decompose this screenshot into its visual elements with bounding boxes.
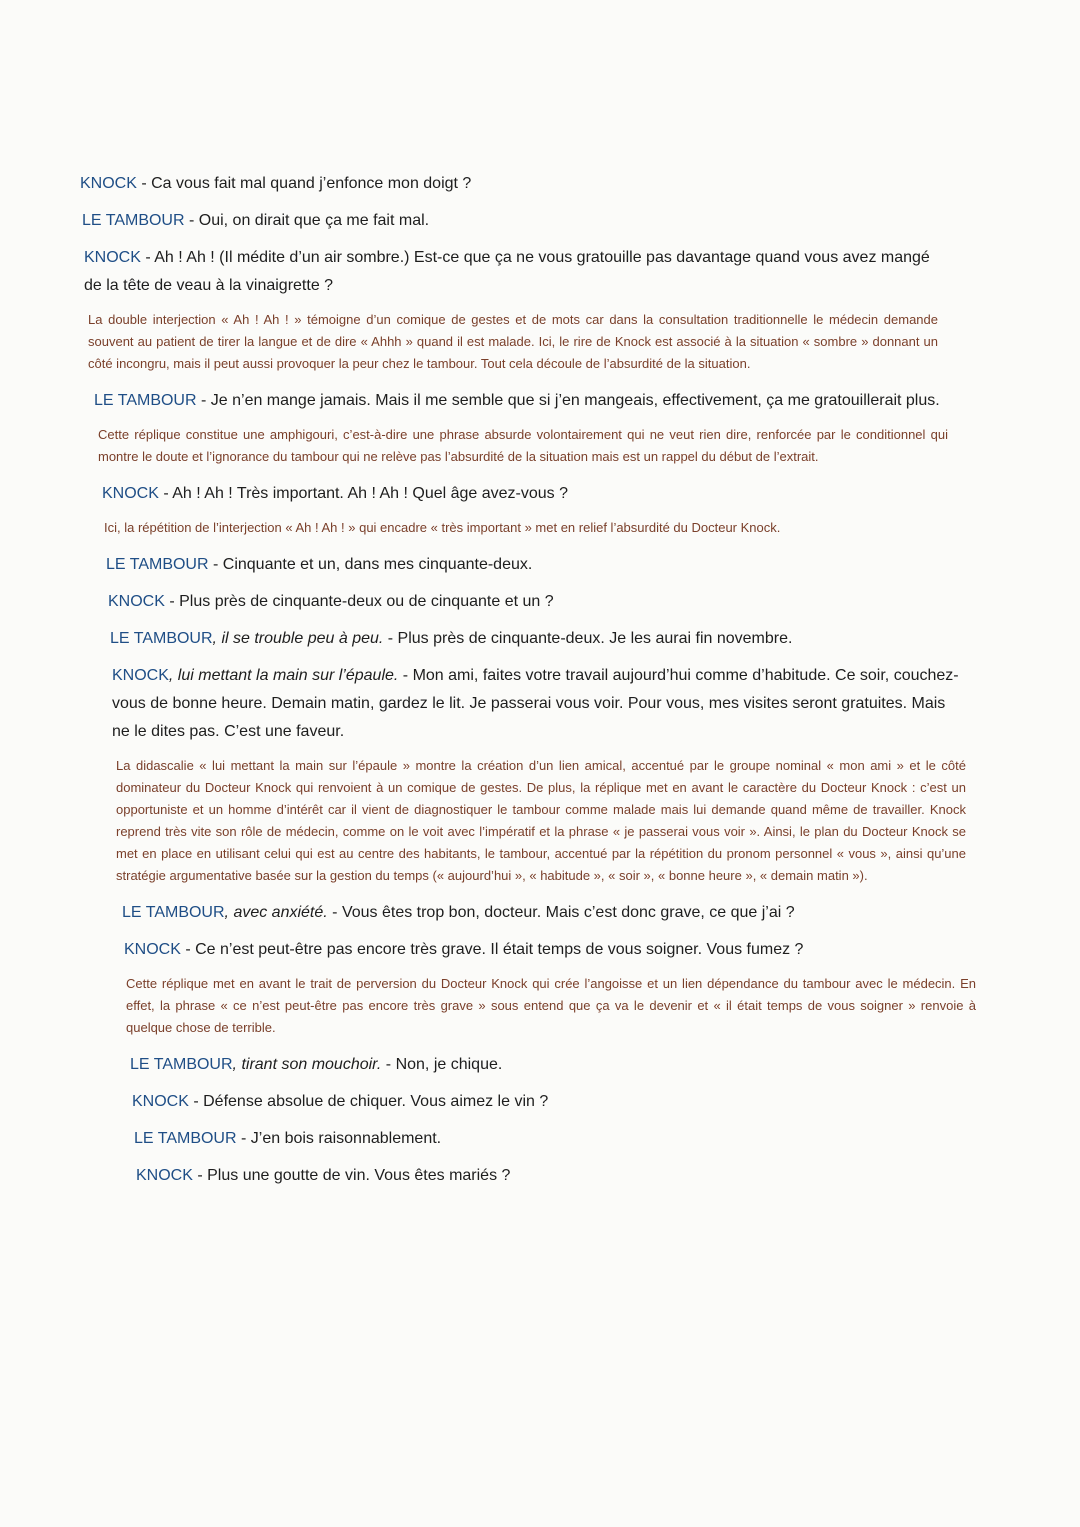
line-text: - J’en bois raisonnablement. (236, 1130, 442, 1147)
speaker: LE TAMBOUR (94, 392, 197, 409)
speaker: KNOCK (84, 249, 141, 266)
speaker: KNOCK (132, 1093, 189, 1110)
commentary (116, 755, 966, 887)
stage-direction: , tirant son mouchoir. (232, 1056, 382, 1073)
commentary (98, 424, 948, 468)
speaker: KNOCK (102, 485, 159, 502)
line-text: - Défense absolue de chiquer. Vous aimez le vin ? (188, 1093, 549, 1110)
line-text: - Ca vous fait mal quand j’enfonce mon doigt ? (136, 175, 472, 192)
dialogue-line (124, 936, 974, 964)
dialogue-line (132, 1088, 982, 1116)
dialogue-line (106, 551, 956, 579)
speaker: LE TAMBOUR (134, 1130, 237, 1147)
line-text: - Mon ami, faites votre travail aujourd’hui comme d’habitude. Ce soir, couchez-vous de bonne heure. Demain matin, gardez le lit. Je passerai vous voir. Pour vous, mes visites seront gratuites. Mais ne le dites pas. C’est une faveur. (112, 667, 959, 740)
line-text: - Non, je chique. (381, 1056, 503, 1073)
dialogue-line (80, 170, 930, 198)
commentary (126, 973, 976, 1039)
speaker: LE TAMBOUR (106, 556, 209, 573)
line-text: - Cinquante et un, dans mes cinquante-deux. (208, 556, 533, 573)
dialogue-line (102, 480, 952, 508)
speaker: LE TAMBOUR (82, 212, 185, 229)
line-text: - Ah ! Ah ! Très important. Ah ! Ah ! Quel âge avez-vous ? (158, 485, 569, 502)
speaker: KNOCK (108, 593, 165, 610)
speaker: KNOCK (112, 667, 169, 684)
speaker: LE TAMBOUR (130, 1056, 233, 1073)
dialogue-line (108, 588, 958, 616)
line-text: - Ce n’est peut-être pas encore très grave. Il était temps de vous soigner. Vous fumez ? (180, 941, 804, 958)
comment-text: La didascalie « lui mettant la main sur l’épaule » montre la création d’un lien amical, accentué par le groupe nominal « mon ami » et le côté dominateur du Docteur Knock qui renvoient à un comique de gestes. De plus, la réplique met en avant le caractère du Docteur Knock : c’est un opportuniste et un homme d’intérêt car il vient de diagnostiquer le tambour comme malade mais lui demande quand même de travailler. Knock reprend très vite son rôle de médecin, comme on le voit avec l’impératif et la phrase « je passerai vous voir ». Ainsi, le plan du Docteur Knock se met en place en utilisant celui qui est au centre des habitants, le tambour, accentué par la répétition du pronom personnel « vous », ainsi qu’une stratégie argumentative basée sur la gestion du temps (« aujourd’hui », « habitude », « soir », « bonne heure », « demain matin »). (116, 758, 966, 883)
comment-text: Cette réplique constitue une amphigouri, c’est-à-dire une phrase absurde volontairement qui ne veut rien dire, renforcée par le conditionnel qui montre le doute et l’ignorance du tambour qui ne relève pas l’absurdité de la situation mais est un rappel du début de l’extrait. (98, 427, 948, 464)
dialogue-line (110, 625, 960, 653)
comment-text: La double interjection « Ah ! Ah ! » témoigne d’un comique de gestes et de mots car dans la consultation traditionnelle le médecin demande souvent au patient de tirer la langue et de dire « Ahhh » quand il est malade. Ici, le rire de Knock est associé à la situation « sombre » donnant un côté incongru, mais il peut aussi provoquer la peur chez le tambour. Tout cela découle de l’absurdité de la situation. (88, 312, 938, 371)
speaker: KNOCK (136, 1167, 193, 1184)
dialogue-line (82, 207, 932, 235)
stage-direction: , avec anxiété. (224, 904, 328, 921)
line-text: - Ah ! Ah ! (Il médite d’un air sombre.) Est-ce que ça ne vous gratouille pas davantage quand vous avez mangé de la tête de veau à la vinaigrette ? (84, 249, 930, 294)
dialogue-line (122, 899, 972, 927)
dialogue-line (84, 244, 934, 300)
speaker: LE TAMBOUR (110, 630, 213, 647)
dialogue-line (130, 1051, 980, 1079)
line-text: - Oui, on dirait que ça me fait mal. (184, 212, 430, 229)
comment-text: Ici, la répétition de l’interjection « Ah ! Ah ! » qui encadre « très important » met en relief l’absurdité du Docteur Knock. (104, 520, 781, 535)
dialogue-line (136, 1162, 986, 1190)
stage-direction: , il se trouble peu à peu. (212, 630, 384, 647)
stage-direction: , lui mettant la main sur l’épaule. (168, 667, 399, 684)
dialogue-line (134, 1125, 984, 1153)
dialogue-line (94, 387, 944, 415)
speaker: KNOCK (80, 175, 137, 192)
commentary (88, 309, 938, 375)
speaker: LE TAMBOUR (122, 904, 225, 921)
commentary (104, 517, 954, 539)
speaker: KNOCK (124, 941, 181, 958)
dialogue-line (112, 662, 962, 746)
line-text: - Vous êtes trop bon, docteur. Mais c’est donc grave, ce que j’ai ? (327, 904, 795, 921)
line-text: - Plus une goutte de vin. Vous êtes mariés ? (192, 1167, 511, 1184)
comment-text: Cette réplique met en avant le trait de perversion du Docteur Knock qui crée l’angoisse et un lien dépendance du tambour avec le médecin. En effet, la phrase « ce n’est peut-être pas encore très grave » sous entend que ça va le devenir et « il était temps de vous soigner » renvoie à quelque chose de terrible. (126, 976, 976, 1035)
line-text: - Plus près de cinquante-deux ou de cinquante et un ? (164, 593, 554, 610)
line-text: - Je n’en mange jamais. Mais il me semble que si j’en mangeais, effectivement, ça me gratouillerait plus. (196, 392, 940, 409)
line-text: - Plus près de cinquante-deux. Je les aurai fin novembre. (383, 630, 793, 647)
